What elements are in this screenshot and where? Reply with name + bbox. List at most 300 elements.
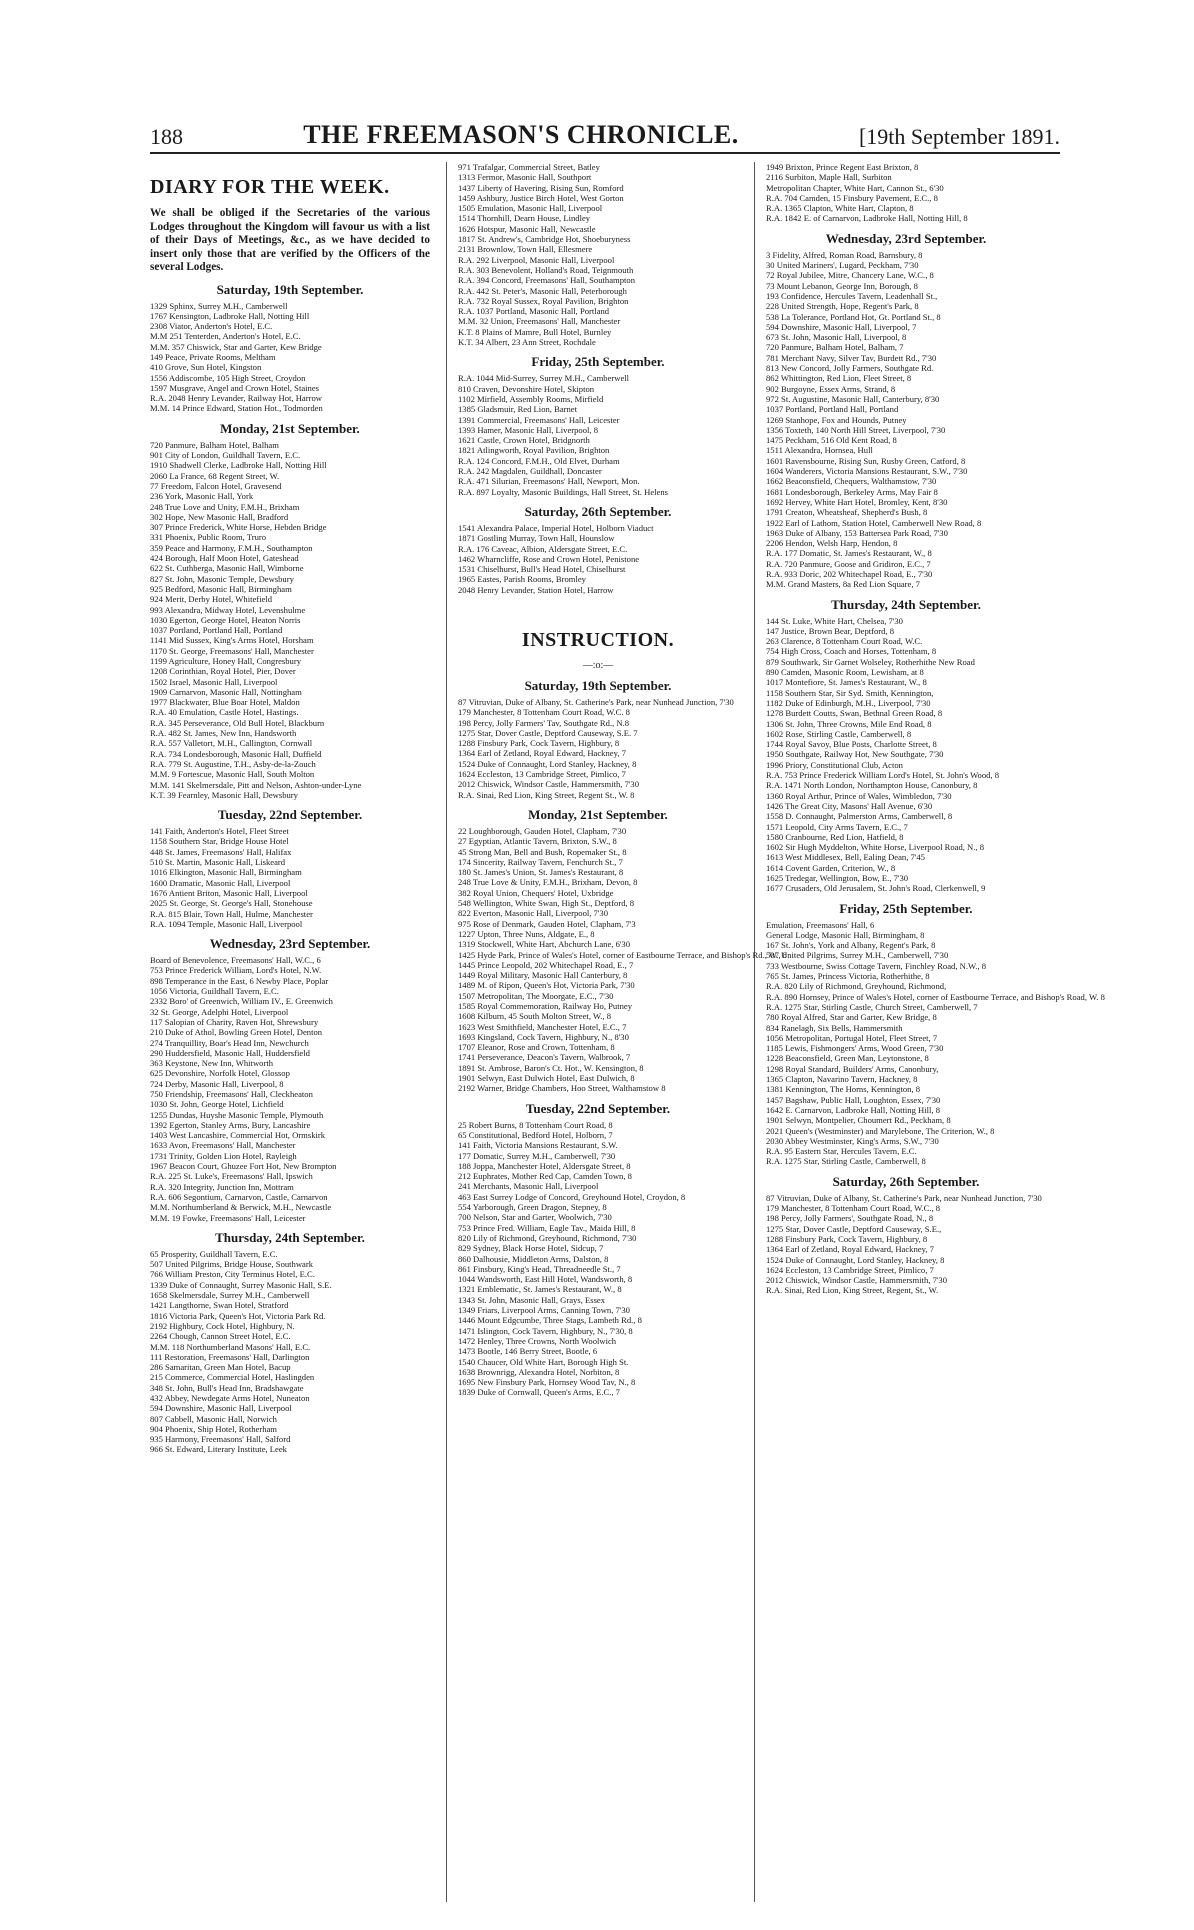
lodge-entry: 1996 Priory, Constitutional Club, Acton	[766, 759, 903, 770]
lodge-entry: R.A. 320 Integrity, Junction Inn, Mottram	[150, 1181, 294, 1192]
day-heading: Saturday, 26th September.	[524, 503, 672, 519]
lodge-entry: 2332 Boro' of Greenwich, William IV., E. Greenwich	[150, 996, 333, 1007]
lodge-entry: 188 Joppa, Manchester Hotel, Aldersgate Street, 8	[458, 1160, 631, 1171]
lodge-entry: 766 William Preston, City Terminus Hotel, E.C.	[150, 1269, 315, 1280]
lodge-entry: 861 Finsbury, King's Head, Threadneedle St., 7	[458, 1263, 621, 1274]
lodge-entry: Metropolitan Chapter, White Hart, Cannon St., 6'30	[766, 182, 944, 193]
lodge-entry: 1502 Israel, Masonic Hall, Liverpool	[150, 676, 278, 687]
lodge-entry: 1731 Trinity, Golden Lion Hotel, Rayleigh	[150, 1150, 297, 1161]
lodge-entry: 1507 Metropolitan, The Moorgate, E.C., 7'30	[458, 990, 614, 1001]
lodge-entry: 972 St. Augustine, Masonic Hall, Canterbury, 8'30	[766, 393, 940, 404]
lodge-entry: 971 Trafalgar, Commercial Street, Batley	[458, 162, 600, 172]
lodge-entry: 1556 Addiscombe, 105 High Street, Croydon	[150, 372, 306, 383]
day-heading: Tuesday, 22nd September.	[217, 807, 363, 823]
masthead-rule	[150, 152, 1060, 154]
day-heading: Monday, 21st September.	[528, 806, 668, 822]
diary-sections	[150, 282, 430, 1455]
lodge-entry: 673 St. John, Masonic Hall, Liverpool, 8	[766, 332, 907, 343]
day-heading: Wednesday, 23rd September.	[825, 230, 987, 246]
lodge-entry: 1621 Castle, Crown Hotel, Bridgnorth	[458, 435, 590, 446]
lodge-entry: 1329 Sphinx, Surrey M.H., Camberwell	[150, 300, 288, 311]
lodge-entry: R.A. 40 Emulation, Castle Hotel, Hastings.	[150, 707, 299, 718]
lodge-entry: 1056 Victoria, Guildhall Tavern, E.C.	[150, 986, 279, 997]
lodge-entry: 1901 Selwyn, Montpelier, Choumert Rd., Peckham, 8	[766, 1115, 951, 1126]
day-heading: Monday, 21st September.	[220, 420, 360, 436]
lodge-entry: 813 New Concord, Jolly Farmers, Southgate Rd.	[766, 363, 934, 374]
day-heading: Saturday, 19th September.	[524, 677, 672, 693]
lodge-entry: R.A. 732 Royal Sussex, Royal Pavilion, Brighton	[458, 295, 629, 306]
lodge-entry: R.A. 124 Concord, F.M.H., Old Elvet, Durham	[458, 455, 620, 466]
lodge-entry: 87 Vitruvian, Duke of Albany, St. Catherine's Park, near Nunhead Junction, 7'30	[458, 696, 734, 707]
lodge-entry: Emulation, Freemasons' Hall, 6	[766, 919, 875, 930]
lodge-entry: 1524 Duke of Connaught, Lord Stanley, Hackney, 8	[458, 758, 637, 769]
lodge-entry: M.M. 9 Fortescue, Masonic Hall, South Molton	[150, 769, 315, 780]
lodge-entry: K.T. 34 Albert, 23 Ann Street, Rochdale	[458, 337, 596, 348]
lodge-entry: M.M 251 Tenterden, Anderton's Hotel, E.C.	[150, 331, 301, 342]
lodge-entry: 117 Salopian of Charity, Raven Hot, Shrewsbury	[150, 1016, 319, 1027]
lodge-entry: R.A. 225 St. Luke's, Freemasons' Hall, Ipswich	[150, 1171, 313, 1182]
lodge-entry: 410 Grove, Sun Hotel, Kingston	[150, 362, 262, 373]
lodge-entry: 625 Devonshire, Norfolk Hotel, Glossop	[150, 1068, 290, 1079]
lodge-entry: 32 St. George, Adelphi Hotel, Liverpool	[150, 1006, 289, 1017]
lodge-entry: 2030 Abbey Westminster, King's Arms, S.W., 7'30	[766, 1135, 939, 1146]
lodge-entry: 724 Derby, Masonic Hall, Liverpool, 8	[150, 1078, 284, 1089]
lodge-entry: 975 Rose of Denmark, Gauden Hotel, Clapham, 7'3	[458, 918, 636, 929]
newspaper-title: THE FREEMASON'S CHRONICLE.	[303, 120, 739, 149]
lodge-entry: 1602 Rose, Stirling Castle, Camberwell, 8	[766, 728, 912, 739]
lodge-entry: 27 Egyptian, Atlantic Tavern, Brixton, S.W., 8	[458, 836, 617, 847]
lodge-entry: 594 Downshire, Masonic Hall, Liverpool, 7	[766, 321, 917, 332]
lodge-entry: R.A. 176 Caveac, Albion, Aldersgate Street, E.C.	[458, 543, 628, 554]
column-3	[766, 162, 1105, 1902]
lodge-entry: 1462 Wharncliffe, Rose and Crown Hotel, Penistone	[458, 553, 640, 564]
lodge-entry: M.M. Grand Masters, 8a Red Lion Square, 7	[766, 579, 920, 590]
lodge-entry: 1600 Dramatic, Masonic Hall, Liverpool	[150, 877, 291, 888]
lodge-entry: R.A. 779 St. Augustine, T.H., Asby-de-la-Zouch	[150, 758, 316, 769]
day-heading: Friday, 25th September.	[839, 900, 973, 916]
lodge-entry: 1816 Victoria Park, Queen's Hot, Victoria Park Rd.	[150, 1310, 326, 1321]
lodge-entry: 1227 Upton, Three Nuns, Aldgate, E., 8	[458, 928, 595, 939]
lodge-entry: R.A. 95 Eastern Star, Hercules Tavern, E.C.	[766, 1146, 917, 1157]
lodge-entry: 1381 Kennington, The Horns, Kennington, 8	[766, 1084, 921, 1095]
lodge-entry: 3 Fidelity, Alfred, Roman Road, Barnsbury, 8	[766, 249, 923, 260]
lodge-entry: 1624 Eccleston, 13 Cambridge Street, Pimlico, 7	[458, 769, 626, 780]
lodge-entry: 432 Abbey, Newdegate Arms Hotel, Nuneaton	[150, 1393, 310, 1403]
lodge-entry: 1365 Clapton, Navarino Tavern, Hackney, 8	[766, 1074, 918, 1085]
lodge-entry: 1891 St. Ambrose, Baron's Ct. Hot., W. Kensington, 8	[458, 1062, 644, 1073]
lodge-entry: 1681 Londesborough, Berkeley Arms, May Fair 8	[766, 486, 938, 497]
lodge-entry: 1313 Fermor, Masonic Hall, Southport	[458, 172, 592, 183]
lodge-entry: 1541 Alexandra Palace, Imperial Hotel, Holborn Viaduct	[458, 522, 654, 533]
lodge-entry: 780 Royal Alfred, Star and Garter, Kew Bridge, 8	[766, 1012, 937, 1023]
lodge-entry: 1321 Emblematic, St. James's Restaurant, W., 8	[458, 1284, 622, 1295]
lodge-entry: 1821 Atlingworth, Royal Pavilion, Brighton	[458, 445, 610, 456]
lodge-entry: 1208 Corinthian, Royal Hotel, Pier, Dover	[150, 666, 296, 677]
lodge-entry: 2012 Chiswick, Windsor Castle, Hammersmith, 7'30	[458, 779, 640, 790]
lodge-entry: 594 Downshire, Masonic Hall, Liverpool	[150, 1403, 292, 1414]
lodge-entry: R.A. 1471 North London, Northampton House, Canonbury, 8	[766, 780, 978, 791]
lodge-entry: 1871 Gostling Murray, Town Hall, Hounslow	[458, 533, 615, 544]
diary-sections	[458, 354, 738, 595]
lodge-entry: R.A. 1275 Star, Stirling Castle, Camberwell, 8	[766, 1156, 926, 1167]
lodge-entry: 1571 Leopold, City Arms Tavern, E.C., 7	[766, 821, 908, 832]
lodge-entry: 1102 Mirfield, Assembly Rooms, Mirfield	[458, 393, 604, 404]
continued-list	[766, 162, 1046, 224]
lodge-entry: 290 Huddersfield, Masonic Hall, Huddersfield	[150, 1047, 310, 1058]
lodge-entry: M.M. 32 Union, Freemasons' Hall, Manchester	[458, 316, 621, 327]
lodge-entry: 1604 Wanderers, Victoria Mansions Restaurant, S.W., 7'30	[766, 466, 968, 477]
lodge-entry: R.A. 890 Hornsey, Prince of Wales's Hotel, corner of Eastbourne Terrace, and Bishop's Road, W. 8	[766, 991, 1105, 1002]
lodge-entry: 2192 Warner, Bridge Chambers, Hoo Street, Walthamstow 8	[458, 1083, 666, 1094]
lodge-entry: 1623 West Smithfield, Manchester Hotel, E.C., 7	[458, 1021, 627, 1032]
lodge-entry: 879 Southwark, Sir Garnet Wolseley, Rotherhithe New Road	[766, 656, 975, 667]
lodge-entry: 1977 Blackwater, Blue Boar Hotel, Maldon	[150, 697, 300, 708]
lodge-entry: 1839 Duke of Cornwall, Queen's Arms, E.C., 7	[458, 1387, 620, 1398]
lodge-entry: R.A. 345 Perseverance, Old Bull Hotel, Blackburn	[150, 717, 325, 728]
lodge-entry: 210 Duke of Athol, Bowling Green Hotel, Denton	[150, 1027, 323, 1038]
lodge-entry: 1471 Islington, Cock Tavern, Highbury, N., 7'30, 8	[458, 1325, 633, 1336]
lodge-entry: 167 St. John's, York and Albany, Regent's Park, 8	[766, 940, 936, 951]
lodge-entry: 1963 Duke of Albany, 153 Battersea Park Road, 7'30	[766, 527, 948, 538]
lodge-entry: 507 United Pilgrims, Surrey M.H., Camberwell, 7'30	[766, 950, 949, 961]
lodge-entry: 248 True Love and Unity, F.M.H., Brixham	[150, 501, 300, 512]
masthead	[150, 110, 1060, 150]
lodge-entry: 807 Cabbell, Masonic Hall, Norwich	[150, 1413, 277, 1424]
lodge-entry: M.M. 19 Fowke, Freemasons' Hall, Leicester	[150, 1212, 306, 1223]
day-heading: Wednesday, 23rd September.	[209, 936, 371, 952]
lodge-entry: R.A. 394 Concord, Freemasons' Hall, Southampton	[458, 275, 635, 286]
lodge-entry: 765 St. James, Princess Victoria, Rotherhithe, 8	[766, 971, 930, 982]
lodge-entry: 382 Royal Union, Chequers' Hotel, Uxbridge	[458, 887, 614, 898]
lodge-entry: 1965 Eastes, Parish Rooms, Bromley	[458, 574, 586, 585]
lodge-entry: 1158 Southern Star, Sir Syd. Smith, Kennington,	[766, 687, 934, 698]
lodge-entry: 241 Merchants, Masonic Hall, Liverpool	[458, 1181, 599, 1192]
column-rule	[754, 162, 755, 1902]
lodge-entry: 2048 Henry Levander, Station Hotel, Harrow	[458, 584, 614, 595]
lodge-entry: 1767 Kensington, Ladbroke Hall, Notting Hill	[150, 310, 310, 321]
lodge-entry: 733 Westbourne, Swiss Cottage Tavern, Finchley Road, N.W., 8	[766, 960, 987, 971]
lodge-entry: 834 Ranelagh, Six Bells, Hammersmith	[766, 1022, 903, 1033]
lodge-entry: 1642 E. Carnarvon, Ladbroke Hall, Notting Hill, 8	[766, 1104, 940, 1115]
lodge-entry: 925 Bedford, Masonic Hall, Birmingham	[150, 583, 292, 594]
lodge-entry: 1278 Burdett Coutts, Swan, Bethnal Green Road, 8	[766, 708, 943, 719]
instruction-sections	[458, 677, 787, 1398]
lodge-entry: 1625 Tredegar, Wellington, Bow, E., 7'30	[766, 873, 909, 883]
lodge-entry: 754 High Cross, Coach and Horses, Tottenham, 8	[766, 646, 937, 657]
lodge-entry: 1228 Beaconsfield, Green Man, Leytonstone, 8	[766, 1053, 929, 1064]
lodge-entry: 554 Yarborough, Green Dragon, Stepney, 8	[458, 1202, 607, 1213]
lodge-entry: 1638 Brownrigg, Alexandra Hotel, Norbiton, 8	[458, 1366, 620, 1377]
lodge-entry: 1910 Shadwell Clerke, Ladbroke Hall, Notting Hill	[150, 460, 327, 471]
lodge-entry: 1306 St. John, Three Crowns, Mile End Road, 8	[766, 718, 932, 729]
lodge-entry: R.A. 933 Doric, 202 Whitechapel Road, E., 7'30	[766, 568, 933, 579]
lodge-entry: 1692 Hervey, White Hart Hotel, Bromley, Kent, 8'30	[766, 496, 948, 507]
lodge-entry: R.A. 734 Londesborough, Masonic Hall, Duffield	[150, 748, 322, 759]
lodge-entry: 359 Peace and Harmony, F.M.H., Southampton	[150, 542, 313, 553]
lodge-entry: R.A. 704 Camden, 15 Finsbury Pavement, E.C., 8	[766, 192, 938, 203]
lodge-entry: R.A. Sinai, Red Lion, King Street, Regent St., W. 8	[458, 789, 635, 800]
lodge-entry: 1707 Eleanor, Rose and Crown, Tottenham, 8	[458, 1042, 615, 1053]
lodge-entry: M.M. 357 Chiswick, Star and Garter, Kew Bridge	[150, 341, 322, 352]
lodge-entry: K.T. 8 Plains of Mamre, Bull Hotel, Burnley	[458, 326, 612, 337]
lodge-entry: 2021 Queen's (Westminster) and Marylebone, The Criterion, W., 8	[766, 1125, 995, 1136]
lodge-entry: 862 Whittington, Red Lion, Fleet Street, 8	[766, 373, 912, 384]
lodge-entry: 1044 Wandsworth, East Hill Hotel, Wandsworth, 8	[458, 1274, 633, 1285]
lodge-entry: R.A. 442 St. Peter's, Masonic Hall, Peterborough	[458, 285, 627, 296]
lodge-entry: 1791 Creaton, Wheatsheaf, Shepherd's Bush, 8	[766, 507, 928, 518]
lodge-entry: 424 Borough, Half Moon Hotel, Gateshead	[150, 553, 299, 564]
lodge-entry: 2264 Chough, Cannon Street Hotel, E.C.	[150, 1331, 291, 1342]
lodge-entry: 507 United Pilgrims, Bridge House, Southwark	[150, 1259, 314, 1270]
diary-sections	[766, 230, 1105, 1296]
day-heading: Saturday, 26th September.	[832, 1173, 980, 1189]
lodge-entry: 87 Vitruvian, Duke of Albany, St. Catherine's Park, near Nunhead Junction, 7'30	[766, 1192, 1042, 1203]
lodge-entry: 1585 Royal Commemoration, Railway Ho, Putney	[458, 1001, 633, 1011]
lodge-entry: 2060 La France, 68 Regent Street, W.	[150, 470, 280, 481]
lodge-entry: 73 Mount Lebanon, George Inn, Borough, 8	[766, 280, 918, 291]
lodge-entry: 1967 Beacon Court, Ghuzee Fort Hot, New Brompton	[150, 1161, 337, 1172]
lodge-entry: 1949 Brixton, Prince Regent East Brixton, 8	[766, 162, 919, 172]
lodge-entry: 1016 Elkington, Masonic Hall, Birmingham	[150, 867, 302, 878]
lodge-entry: 111 Restoration, Freemasons' Hall, Darlington	[150, 1351, 310, 1362]
lodge-entry: 901 City of London, Guildhall Tavern, E.C.	[150, 450, 301, 461]
lodge-entry: 890 Camden, Masonic Room, Lewisham, at 8	[766, 667, 924, 678]
lodge-entry: 463 East Surrey Lodge of Concord, Greyhound Hotel, Croydon, 8	[458, 1191, 686, 1202]
lodge-entry: 1030 Egerton, George Hotel, Heaton Norris	[150, 614, 301, 625]
lodge-entry: 141 Faith, Victoria Mansions Restaurant, S.W.	[458, 1140, 618, 1151]
lodge-entry: 1364 Earl of Zetland, Royal Edward, Hackney, 7	[766, 1244, 934, 1255]
lodge-entry: 1392 Egerton, Stanley Arms, Bury, Lancashire	[150, 1119, 311, 1130]
lodge-entry: 1391 Commercial, Freemasons' Hall, Leicester	[458, 414, 620, 425]
lodge-entry: 1426 The Great City, Masons' Hall Avenue, 6'30	[766, 800, 933, 811]
lodge-entry: 993 Alexandra, Midway Hotel, Levenshulme	[150, 604, 306, 615]
lodge-entry: M.M. 118 Northumberland Masons' Hall, E.C.	[150, 1341, 311, 1352]
lodge-entry: 174 Sincerity, Railway Tavern, Fenchurch St., 7	[458, 856, 623, 867]
lodge-entry: 720 Panmure, Balham Hotel, Balham	[150, 439, 279, 450]
lodge-entry: 1403 West Lancashire, Commercial Hot, Ormskirk	[150, 1130, 326, 1141]
lodge-entry: 1613 West Middlesex, Bell, Ealing Dean, 7'45	[766, 852, 925, 863]
instruction-title: INSTRUCTION.	[521, 628, 675, 651]
lodge-entry: 1817 St. Andrew's, Cambridge Hot, Shoeburyness	[458, 234, 631, 245]
lodge-entry: 177 Domatic, Surrey M.H., Camberwell, 7'30	[458, 1150, 616, 1161]
lodge-entry: 363 Keystone, New Inn, Whitworth	[150, 1058, 273, 1069]
lodge-entry: 548 Wellington, White Swan, High St., Deptford, 8	[458, 898, 635, 909]
lodge-entry: 1158 Southern Star, Bridge House Hotel	[150, 836, 289, 847]
lodge-entry: 1385 Gladsmuir, Red Lion, Barnet	[458, 404, 577, 415]
lodge-entry: 1624 Eccleston, 13 Cambridge Street, Pimlico, 7	[766, 1264, 934, 1275]
lodge-entry: 198 Percy, Jolly Farmers', Southgate Road, N., 8	[766, 1213, 934, 1224]
lodge-entry: 1473 Bootle, 146 Berry Street, Bootle, 6	[458, 1346, 598, 1357]
lodge-entry: R.A. 815 Blair, Town Hall, Hulme, Manchester	[150, 908, 313, 919]
column-rule	[446, 162, 447, 1902]
lodge-entry: Board of Benevolence, Freemasons' Hall, W.C., 6	[150, 955, 321, 966]
lodge-entry: 1658 Skelmersdale, Surrey M.H., Camberwell	[150, 1290, 310, 1301]
lodge-entry: 1676 Antient Briton, Masonic Hall, Liverpool	[150, 887, 308, 898]
lodge-entry: 750 Friendship, Freemasons' Hall, Cleckheaton	[150, 1088, 313, 1099]
instruction-ornament: —:o:—	[582, 659, 614, 671]
lodge-entry: 898 Temperance in the East, 6 Newby Place, Poplar	[150, 975, 329, 986]
lodge-entry: 1269 Stanhope, Fox and Hounds, Putney	[766, 414, 907, 425]
lodge-entry: R.A. 292 Liverpool, Masonic Hall, Liverpool	[458, 254, 615, 265]
lodge-entry: R.A. 720 Panmure, Goose and Gridiron, E.C., 7	[766, 558, 931, 569]
lodge-entry: 1695 New Finsbury Park, Hornsey Wood Tav, N., 8	[458, 1377, 636, 1388]
lodge-entry: 2012 Chiswick, Windsor Castle, Hammersmith, 7'30	[766, 1275, 948, 1286]
lodge-entry: 1425 Hyde Park, Prince of Wales's Hotel, corner of Eastbourne Terrace, and Bishop's Rd., W., 8	[458, 949, 787, 960]
day-heading: Thursday, 24th September.	[831, 596, 981, 612]
lodge-entry: 1475 Peckham, 516 Old Kent Road, 8	[766, 435, 897, 446]
lodge-entry: R.A. 1044 Mid-Surrey, Surrey M.H., Camberwell	[458, 373, 630, 384]
lodge-entry: R.A. 1842 E. of Carnarvon, Ladbroke Hall, Notting Hill, 8	[766, 213, 968, 224]
lodge-entry: 1511 Alexandra, Hornsea, Hull	[766, 445, 873, 456]
lodge-entry: K.T. 39 Fearnley, Masonic Hall, Dewsbury	[150, 789, 298, 800]
day-heading: Thursday, 24th September.	[215, 1229, 365, 1245]
lodge-entry: 1950 Southgate, Railway Hot, New Southgate, 7'30	[766, 749, 944, 760]
lodge-entry: 1393 Hamer, Masonic Hall, Liverpool, 8	[458, 424, 598, 435]
lodge-entry: 2308 Viator, Anderton's Hotel, E.C.	[150, 321, 273, 332]
lodge-entry: 198 Percy, Jolly Farmers' Tav, Southgate Rd., N.8	[458, 717, 630, 728]
lodge-entry: 1741 Perseverance, Deacon's Tavern, Walbrook, 7	[458, 1052, 631, 1063]
lodge-entry: R.A. 177 Domatic, St. James's Restaurant, W., 8	[766, 548, 932, 559]
day-heading: Saturday, 19th September.	[216, 281, 364, 297]
lodge-entry: 149 Peace, Private Rooms, Meltham	[150, 351, 276, 362]
lodge-entry: R.A. 482 St. James, New Inn, Handsworth	[150, 728, 297, 739]
lodge-entry: 902 Burgoyne, Essex Arms, Strand, 8	[766, 383, 896, 394]
lodge-entry: 753 Prince Fred. William, Eagle Tav., Maida Hill, 8	[458, 1222, 636, 1233]
lodge-entry: 228 United Strength, Hope, Regent's Park, 8	[766, 301, 919, 312]
lodge-entry: 820 Lily of Richmond, Greyhound, Richmond, 7'30	[458, 1232, 637, 1243]
lodge-entry: 2116 Surbiton, Maple Hall, Surbiton	[766, 172, 892, 183]
lodge-entry: 1275 Star, Dover Castle, Deptford Causeway, S.E.,	[766, 1223, 942, 1234]
lodge-entry: 924 Merit, Derby Hotel, Whitefield	[150, 594, 273, 605]
lodge-entry: 193 Confidence, Hercules Tavern, Leadenhall St.,	[766, 290, 938, 301]
lodge-entry: 348 St. John, Bull's Head Inn, Bradshawgate	[150, 1382, 304, 1393]
day-heading: Tuesday, 22nd September.	[525, 1100, 671, 1116]
lodge-entry: R.A. 897 Loyalty, Masonic Buildings, Hall Street, St. Helens	[458, 486, 668, 497]
lodge-entry: 215 Commerce, Commercial Hotel, Haslingden	[150, 1372, 315, 1383]
lodge-entry: 2131 Brownlow, Town Hall, Ellesmere	[458, 244, 593, 255]
lodge-entry: 1356 Toxteth, 140 North Hill Street, Liverpool, 7'30	[766, 424, 946, 435]
lodge-entry: 331 Phoenix, Public Room, Truro	[150, 532, 267, 543]
continued-list	[458, 162, 738, 347]
lodge-entry: 1909 Carnarvon, Masonic Hall, Nottingham	[150, 686, 302, 697]
lodge-entry: 1275 Star, Dover Castle, Deptford Causeway, S.E. 7	[458, 727, 638, 738]
lodge-entry: 1185 Lewis, Fishmongers' Arms, Wood Green, 7'30	[766, 1043, 944, 1054]
lodge-entry: 1037 Portland, Portland Hall, Portland	[766, 404, 899, 415]
lodge-entry: 1449 Royal Military, Masonic Hall Canterbury, 8	[458, 970, 628, 981]
lodge-entry: 1364 Earl of Zetland, Royal Edward, Hackney, 7	[458, 748, 626, 759]
lodge-entry: 1343 St. John, Masonic Hall, Grays, Essex	[458, 1294, 606, 1305]
lodge-entry: 720 Panmure, Balham Hotel, Balham, 7	[766, 342, 904, 353]
lodge-entry: 1693 Kingsland, Cock Tavern, Highbury, N., 8'30	[458, 1031, 629, 1042]
lodge-entry: 1360 Royal Arthur, Prince of Wales, Wimbledon, 7'30	[766, 790, 952, 801]
column-2	[458, 162, 787, 1902]
lodge-entry: 77 Freedom, Falcon Hotel, Gravesend	[150, 480, 282, 491]
lodge-entry: 1531 Chiselhurst, Bull's Head Hotel, Chiselhurst	[458, 564, 626, 575]
lodge-entry: 1633 Avon, Freemasons' Hall, Manchester	[150, 1140, 296, 1151]
lodge-entry: R.A. 1275 Star, Stirling Castle, Church Street, Camberwell, 7	[766, 1001, 978, 1012]
lodge-entry: 248 True Love & Unity, F.M.H., Brixham, Devon, 8	[458, 877, 638, 888]
lodge-entry: 1446 Mount Edgcumbe, Three Stags, Lambeth Rd., 8	[458, 1315, 642, 1326]
lodge-entry: 179 Manchester, 8 Tottenham Court Road, W.C., 8	[766, 1203, 941, 1214]
lodge-entry: 1677 Crusaders, Old Jerusalem, St. John's Road, Clerkenwell, 9	[766, 883, 986, 894]
lodge-entry: 1288 Finsbury Park, Cock Tavern, Highbury, 8	[458, 738, 620, 749]
lodge-entry: R.A. 242 Magdalen, Guildhall, Doncaster	[458, 466, 602, 477]
lodge-entry: 1170 St. George, Freemasons' Hall, Manchester	[150, 645, 314, 656]
lodge-entry: 966 St. Edward, Literary Institute, Leek	[150, 1444, 287, 1455]
lodge-entry: 1608 Kilburn, 45 South Molton Street, W., 8	[458, 1011, 612, 1022]
lodge-entry: 827 St. John, Masonic Temple, Dewsbury	[150, 573, 294, 584]
lodge-entry: 860 Dalhousie, Middleton Arms, Dalston, 8	[458, 1253, 609, 1264]
lodge-entry: 1505 Emulation, Masonic Hall, Liverpool	[458, 203, 603, 214]
lodge-entry: 286 Samaritan, Green Man Hotel, Bacup	[150, 1362, 291, 1373]
lodge-entry: 1457 Bagshaw, Public Hall, Loughton, Essex, 7'30	[766, 1094, 941, 1105]
lodge-entry: 144 St. Luke, White Hart, Chelsea, 7'30	[766, 615, 903, 626]
lodge-entry: 1602 Sir Hugh Myddelton, White Horse, Liverpool Road, N., 8	[766, 842, 985, 853]
lodge-entry: 2192 Highbury, Cock Hotel, Highbury, N.	[150, 1320, 295, 1331]
lodge-entry: R.A. 753 Prince Frederick William Lord's Hotel, St. John's Wood, 8	[766, 770, 1000, 781]
lodge-entry: R.A. 1037 Portland, Masonic Hall, Portland	[458, 306, 610, 317]
lodge-entry: 1349 Friars, Liverpool Arms, Canning Town, 7'30	[458, 1305, 630, 1316]
lodge-entry: 65 Constitutional, Bedford Hotel, Holborn, 7	[458, 1129, 613, 1140]
lodge-entry: 1030 St. John, George Hotel, Lichfield	[150, 1099, 284, 1110]
lodge-entry: 1524 Duke of Connaught, Lord Stanley, Hackney, 8	[766, 1254, 945, 1265]
lodge-entry: 1472 Henley, Three Crowns, North Woolwich	[458, 1335, 617, 1346]
lodge-entry: R.A. 557 Valletort, M.H., Callington, Cornwall	[150, 738, 313, 749]
lodge-entry: 141 Faith, Anderton's Hotel, Fleet Street	[150, 826, 289, 837]
lodge-entry: R.A. 303 Benevolent, Holland's Road, Teignmouth	[458, 264, 634, 275]
lodge-entry: 1626 Hotspur, Masonic Hall, Newcastle	[458, 223, 596, 234]
lodge-entry: 1558 D. Connaught, Palmerston Arms, Camberwell, 8	[766, 811, 953, 822]
lodge-entry: 1288 Finsbury Park, Cock Tavern, Highbury, 8	[766, 1233, 928, 1244]
lodge-entry: 1037 Portland, Portland Hall, Portland	[150, 625, 283, 636]
lodge-entry: 1319 Stockwell, White Hart, Abchurch Lane, 6'30	[458, 939, 631, 950]
lodge-entry: 448 St. James, Freemasons' Hall, Halifax	[150, 846, 292, 857]
lodge-entry: 72 Royal Jubilee, Mitre, Chancery Lane, W.C., 8	[766, 270, 934, 281]
lodge-entry: 1489 M. of Ripon, Queen's Hot, Victoria Park, 7'30	[458, 980, 635, 991]
lodge-entry: 822 Everton, Masonic Hall, Liverpool, 7'30	[458, 908, 609, 919]
lodge-entry: 1514 Thornhill, Dearn House, Lindley	[458, 213, 591, 224]
lodge-entry: 1445 Prince Leopold, 202 Whitechapel Road, E., 7	[458, 959, 634, 970]
lodge-entry: 781 Merchant Navy, Silver Tav, Burdett Rd., 7'30	[766, 352, 937, 363]
lodge-entry: M.M. 14 Prince Edward, Station Hot., Todmorden	[150, 403, 323, 414]
diary-intro: We shall be obliged if the Secretaries of the various Lodges throughout the Kingdom will favour us with a list of their Days of Meetings, &c., as we have decided to insert only those that are verified by the Officers of the several Lodges.	[150, 207, 430, 273]
lodge-entry: 1339 Duke of Connaught, Surrey Masonic Hall, S.E.	[150, 1279, 332, 1290]
lodge-entry: R.A. 471 Silurian, Freemasons' Hall, Newport, Mon.	[458, 476, 640, 487]
page-number: 188	[150, 124, 183, 149]
lodge-entry: R.A. 606 Segontium, Carnarvon, Castle, Carnarvon	[150, 1191, 328, 1202]
issue-date: [19th September 1891.	[858, 124, 1060, 149]
lodge-entry: R.A. 1365 Clapton, White Hart, Clapton, 8	[766, 203, 914, 214]
lodge-entry: 622 St. Cuthberga, Masonic Hall, Wimborne	[150, 563, 304, 574]
lodge-entry: R.A. 1094 Temple, Masonic Hall, Liverpool	[150, 918, 303, 929]
lodge-entry: 263 Clarence, 8 Tottenham Court Road, W.C.	[766, 636, 923, 647]
lodge-entry: R.A. Sinai, Red Lion, King Street, Regent, St., W.	[766, 1285, 939, 1296]
lodge-entry: 1199 Agriculture, Honey Hall, Congresbury	[150, 656, 301, 666]
lodge-entry: 274 Tranquillity, Boar's Head Inn, Newchurch	[150, 1037, 309, 1048]
lodge-entry: 45 Strong Man, Bell and Bush, Ropemaker St., 8	[458, 846, 627, 857]
lodge-entry: 1298 Royal Standard, Builders' Arms, Canonbury,	[766, 1063, 939, 1074]
lodge-entry: 904 Phoenix, Ship Hotel, Rotherham	[150, 1423, 277, 1434]
lodge-entry: 1540 Chaucer, Old White Hart, Borough High St.	[458, 1356, 629, 1367]
lodge-entry: 30 United Mariners', Lugard, Peckham, 7'30	[766, 260, 919, 271]
lodge-entry: M.M. 141 Skelmersdale, Pitt and Nelson, Ashton-under-Lyne	[150, 779, 362, 790]
lodge-entry: 1255 Dundas, Huyshe Masonic Temple, Plymouth	[150, 1109, 324, 1120]
lodge-entry: 307 Prince Frederick, White Horse, Hebden Bridge	[150, 522, 327, 533]
lodge-entry: 65 Prosperity, Guildhall Tavern, E.C.	[150, 1248, 278, 1259]
lodge-entry: 700 Nelson, Star and Garter, Woolwich, 7'30	[458, 1212, 612, 1223]
lodge-entry: 1597 Musgrave, Angel and Crown Hotel, Staines	[150, 382, 319, 393]
lodge-entry: 236 York, Masonic Hall, York	[150, 491, 254, 502]
